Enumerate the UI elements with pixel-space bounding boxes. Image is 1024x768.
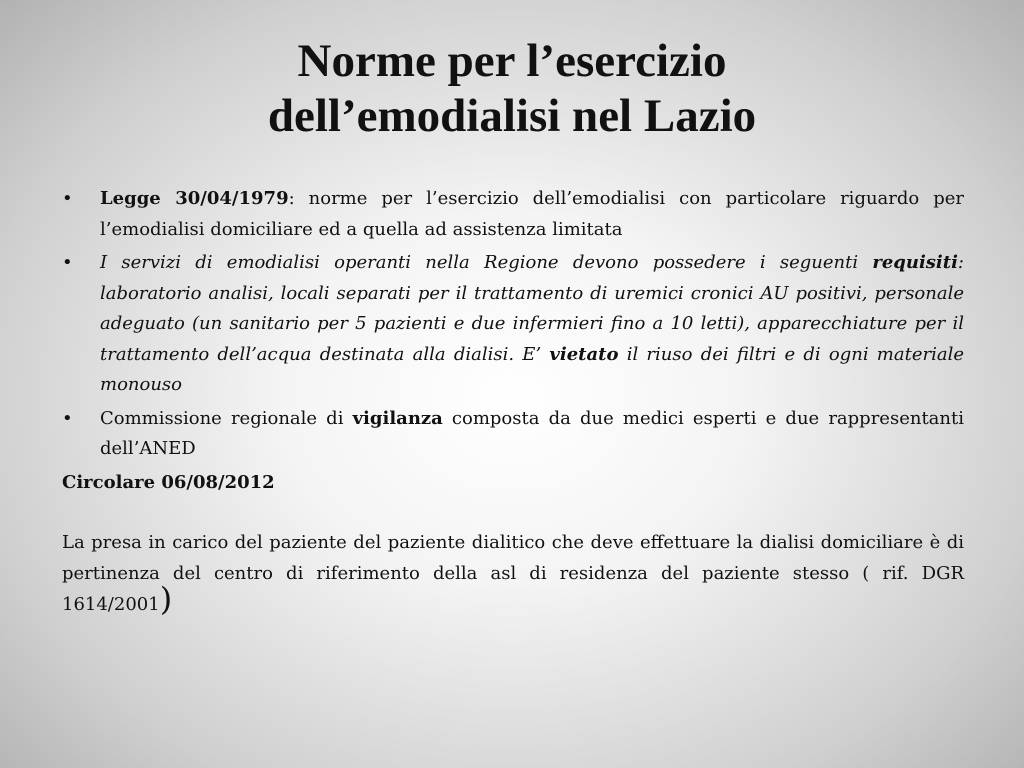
closing-parenthesis: ) (159, 580, 173, 618)
bullet-text: : laboratorio analisi, locali separati per il trattamento di uremici cronici AU positivi, personale adeguato (un sanitario per 5 pazienti e due infermieri fino a 10 letti), apparecchiature per il trattamento dell’acqua destinata alla dialisi. E’ (100, 252, 964, 365)
bullet-text: I servizi di emodialisi operanti nella Regione devono possedere i seguenti (100, 252, 873, 273)
law-reference: Legge 30/04/1979 (100, 188, 289, 209)
slide-body (62, 184, 964, 621)
bullet-item-commissione (62, 404, 964, 465)
emphasis-vigilanza: vigilanza (352, 407, 443, 429)
bullet-item-requisiti (62, 248, 964, 401)
bullet-icon: • (62, 252, 73, 273)
paragraph-text: La presa in carico del paziente del paziente dialitico che deve effettuare la dialisi domiciliare è di pertinenza del centro di riferimento della asl di residenza del paziente stesso ( rif. DGR 1614/2001 (62, 532, 964, 615)
bullet-icon: • (62, 407, 73, 429)
bullet-text: Commissione regionale di (100, 407, 353, 429)
bullet-icon: • (62, 188, 73, 209)
emphasis-requisiti: requisiti (872, 252, 958, 273)
bullet-text: composta da due medici esperti e due rappresentanti dell’ANED (100, 407, 964, 459)
emphasis-vietato: vietato (549, 343, 619, 365)
bullet-text: : norme per l’esercizio dell’emodialisi con particolare riguardo per l’emodialisi domiciliare ed a quella ad assistenza limitata (100, 188, 965, 240)
slide-title (100, 34, 924, 144)
paragraph-presa-in-carico (62, 528, 964, 621)
bullet-text: il riuso dei filtri e di ogni materiale monouso (100, 343, 964, 395)
slide-title-line-1: Norme per l’esercizio (297, 35, 727, 87)
circolare-heading: Circolare 06/08/2012 (62, 471, 275, 493)
bullet-list (62, 184, 964, 465)
slide-title-line-2: dell’emodialisi nel Lazio (267, 90, 757, 142)
bullet-item-legge (62, 184, 964, 245)
